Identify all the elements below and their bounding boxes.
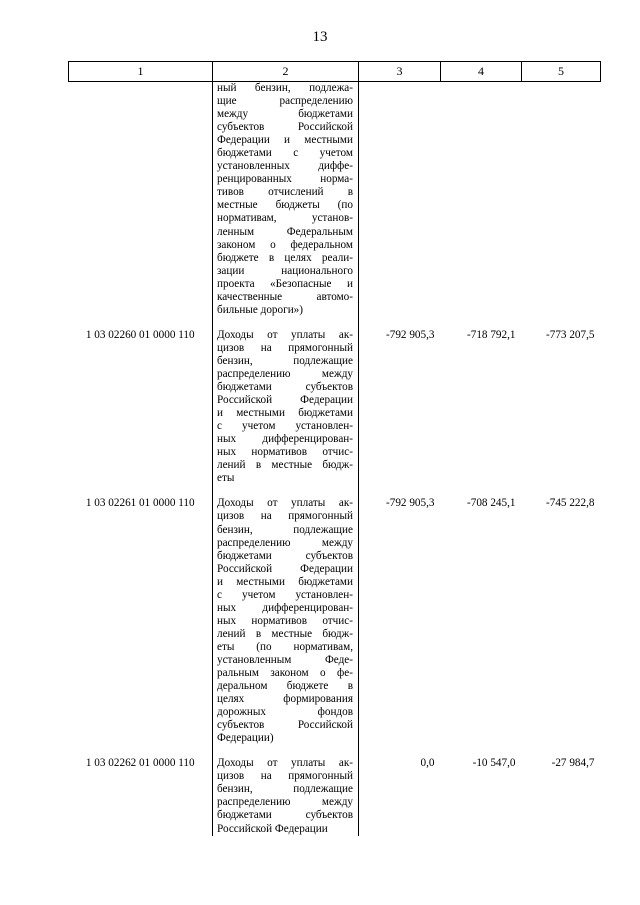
spacer-cell (213, 485, 359, 497)
description-line: установленным Феде- (217, 653, 353, 666)
amount-v4 (441, 82, 522, 317)
row-spacer (69, 485, 601, 497)
page-number: 13 (312, 29, 328, 45)
description-line: ренцированных норма- (217, 173, 353, 186)
description-line: и местными бюджетами (217, 575, 353, 588)
spacer-cell (441, 485, 522, 497)
description-line: бильные дороги») (217, 303, 303, 316)
revenue-description (213, 329, 359, 486)
description-line: Федерации) (217, 732, 274, 745)
spacer-cell (522, 485, 601, 497)
amount-v5 (522, 82, 601, 317)
table-row (69, 329, 601, 486)
description-line: бюджетами субъектов (217, 809, 353, 822)
description-line: бюджетами с учетом (217, 147, 353, 160)
description-line: установленных диффе- (217, 160, 353, 173)
description-line: бюджете в целях реали- (217, 251, 353, 264)
table-row (69, 82, 601, 317)
amount-v5: -773 207,5 (546, 328, 595, 341)
description-line: Федерации и местными (217, 134, 353, 147)
description-line: ных дифференцирован- (217, 601, 353, 614)
description-line: Российской Федерации (217, 394, 353, 407)
description-line: еты (217, 472, 235, 485)
description-line: бюджетами субъектов (217, 549, 353, 562)
description-line: между бюджетами (217, 108, 353, 121)
description-line: еты (по нормативам, (217, 640, 353, 653)
description-line: дорожных фондов (217, 706, 353, 719)
description-line: бензин, подлежащие (217, 523, 353, 536)
spacer-cell (359, 745, 441, 757)
spacer-cell (213, 317, 359, 329)
amount-v3: -792 905,3 (386, 497, 435, 510)
description-line: цизов на прямогонный (217, 341, 353, 354)
table-body (69, 82, 601, 836)
description-line: лений в местные бюдж- (217, 459, 353, 472)
description-line: проекта «Безопасные и (217, 277, 353, 290)
spacer-cell (522, 745, 601, 757)
column-header-2: 2 (213, 62, 359, 82)
description-line: бензин, подлежащие (217, 783, 353, 796)
amount-v4: -708 245,1 (467, 497, 516, 510)
table-header-row (69, 62, 601, 82)
amount-v3: 0,0 (420, 757, 435, 770)
description-line: распределению между (217, 367, 353, 380)
spacer-cell (441, 745, 522, 757)
description-line: бензин, подлежащие (217, 354, 353, 367)
description-line: Доходы от уплаты ак- (217, 757, 353, 770)
description-line: нормативам, установ- (217, 212, 353, 225)
budget-code: 1 03 02262 01 0000 110 (85, 757, 195, 770)
spacer-cell (69, 745, 213, 757)
spacer-cell (69, 317, 213, 329)
budget-code (69, 82, 213, 317)
description-line: Российской Федерации (217, 822, 328, 835)
amount-v4: -10 547,0 (472, 757, 516, 770)
column-header-1: 1 (69, 62, 213, 82)
spacer-cell (213, 745, 359, 757)
budget-code: 1 03 02261 01 0000 110 (85, 497, 195, 510)
description-line: деральном бюджете в (217, 680, 353, 693)
description-line: зации национального (217, 264, 353, 277)
amount-v3: -792 905,3 (386, 328, 435, 341)
description-line: качественные автомо- (217, 290, 353, 303)
description-line: лений в местные бюдж- (217, 627, 353, 640)
description-line: тивов отчислений в (217, 186, 353, 199)
column-header-4: 4 (441, 62, 522, 82)
description-line: щие распределению (217, 95, 353, 108)
revenue-description (213, 757, 359, 835)
description-line: ных дифференцирован- (217, 433, 353, 446)
description-line: цизов на прямогонный (217, 510, 353, 523)
description-line: распределению между (217, 796, 353, 809)
description-line: ленным Федеральным (217, 225, 353, 238)
spacer-cell (522, 317, 601, 329)
description-line: субъектов Российской (217, 121, 353, 134)
description-line: законом о федеральном (217, 238, 353, 251)
spacer-cell (441, 317, 522, 329)
description-line: ных нормативов отчис- (217, 446, 353, 459)
description-line: бюджетами субъектов (217, 381, 353, 394)
description-line: с учетом установлен- (217, 588, 353, 601)
column-header-5: 5 (522, 62, 601, 82)
table-row (69, 757, 601, 835)
description-line: целях формирования (217, 693, 353, 706)
description-line: с учетом установлен- (217, 420, 353, 433)
description-line: Доходы от уплаты ак- (217, 328, 353, 341)
revenue-table (68, 61, 601, 836)
budget-code: 1 03 02260 01 0000 110 (85, 328, 195, 341)
amount-v4: -718 792,1 (467, 328, 516, 341)
description-line: ральным законом о фе- (217, 667, 353, 680)
description-line: Доходы от уплаты ак- (217, 497, 353, 510)
row-spacer (69, 317, 601, 329)
description-line: и местными бюджетами (217, 407, 353, 420)
description-line: субъектов Российской (217, 719, 353, 732)
table-row (69, 497, 601, 745)
description-line: ных нормативов отчис- (217, 614, 353, 627)
description-line: ный бензин, подлежа- (217, 82, 353, 94)
column-header-3: 3 (359, 62, 441, 82)
description-line: Российской Федерации (217, 562, 353, 575)
amount-v5: -745 222,8 (546, 497, 595, 510)
amount-v5: -27 984,7 (551, 757, 595, 770)
description-line: цизов на прямогонный (217, 770, 353, 783)
revenue-description (213, 497, 359, 745)
spacer-cell (359, 485, 441, 497)
description-line: распределению между (217, 536, 353, 549)
amount-v3 (359, 82, 441, 317)
spacer-cell (69, 485, 213, 497)
revenue-description (213, 82, 359, 317)
description-line: местные бюджеты (по (217, 199, 353, 212)
row-spacer (69, 745, 601, 757)
spacer-cell (359, 317, 441, 329)
